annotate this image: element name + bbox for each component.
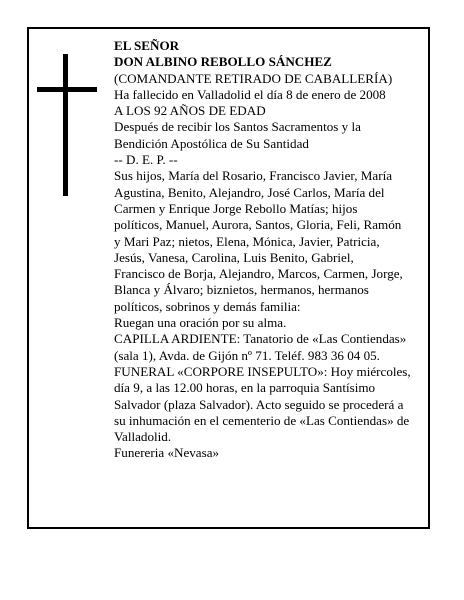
family-line: Agustina, Benito, Alejandro, José Carlos, María del [114, 184, 385, 200]
family-line: políticos, sobrinos y demás familia: [114, 298, 301, 314]
family-line: Blanca y Álvaro; biznietos, hermanos, hermanos [114, 282, 369, 298]
funeral-line: día 9, a las 12.00 horas, en la parroquia Santísimo [114, 380, 376, 396]
prayer-line: Ruegan una oración por su alma. [114, 315, 287, 331]
obituary-text [114, 38, 426, 462]
chapel-line: (sala 1), Avda. de Gijón nº 71. Teléf. 983 36 04 05. [114, 347, 380, 363]
family-line: políticos, Manuel, Aurora, Santos, Gloria, Feli, Ramón [114, 217, 402, 233]
funeral-line: Valladolid. [114, 429, 172, 445]
funeral-line: Salvador (plaza Salvador). Acto seguido se procederá a [114, 396, 404, 412]
cross-horizontal-bar [37, 87, 97, 92]
deceased-rank: (COMANDANTE RETIRADO DE CABALLERÍA) [114, 70, 393, 86]
cross-vertical-bar [63, 54, 68, 196]
chapel-line: CAPILLA ARDIENTE: Tanatorio de «Las Contiendas» [114, 331, 407, 347]
deceased-name: DON ALBINO REBOLLO SÁNCHEZ [114, 54, 332, 70]
sacraments-line: Bendición Apostólica de Su Santidad [114, 135, 309, 151]
family-line: Sus hijos, María del Rosario, Francisco Javier, María [114, 168, 393, 184]
funeral-line: FUNERAL «CORPORE INSEPULTO»: Hoy miércoles, [114, 363, 411, 379]
family-line: Francisco de Borja, Alejandro, Marcos, Carmen, Jorge, [114, 266, 403, 282]
obituary-title: EL SEÑOR [114, 38, 180, 53]
age-line: A LOS 92 AÑOS DE EDAD [114, 103, 266, 119]
sacraments-line: Después de recibir los Santos Sacramentos y la [114, 119, 361, 135]
family-line: Carmen y Enrique Jorge Rebollo Matías; hijos [114, 200, 358, 216]
family-line: Jesús, Vanesa, Carolina, Luis Benito, Gabriel, [114, 249, 354, 265]
funeral-line: su inhumación en el cementerio de «Las Contiendas» de [114, 412, 410, 428]
funeral-home-line: Funereria «Nevasa» [114, 445, 220, 461]
family-line: y Mari Paz; nietos, Elena, Mónica, Javier, Patricia, [114, 233, 380, 249]
death-notice-line: Ha fallecido en Valladolid el día 8 de enero de 2008 [114, 86, 386, 102]
rip-line: -- D. E. P. -- [114, 152, 178, 168]
